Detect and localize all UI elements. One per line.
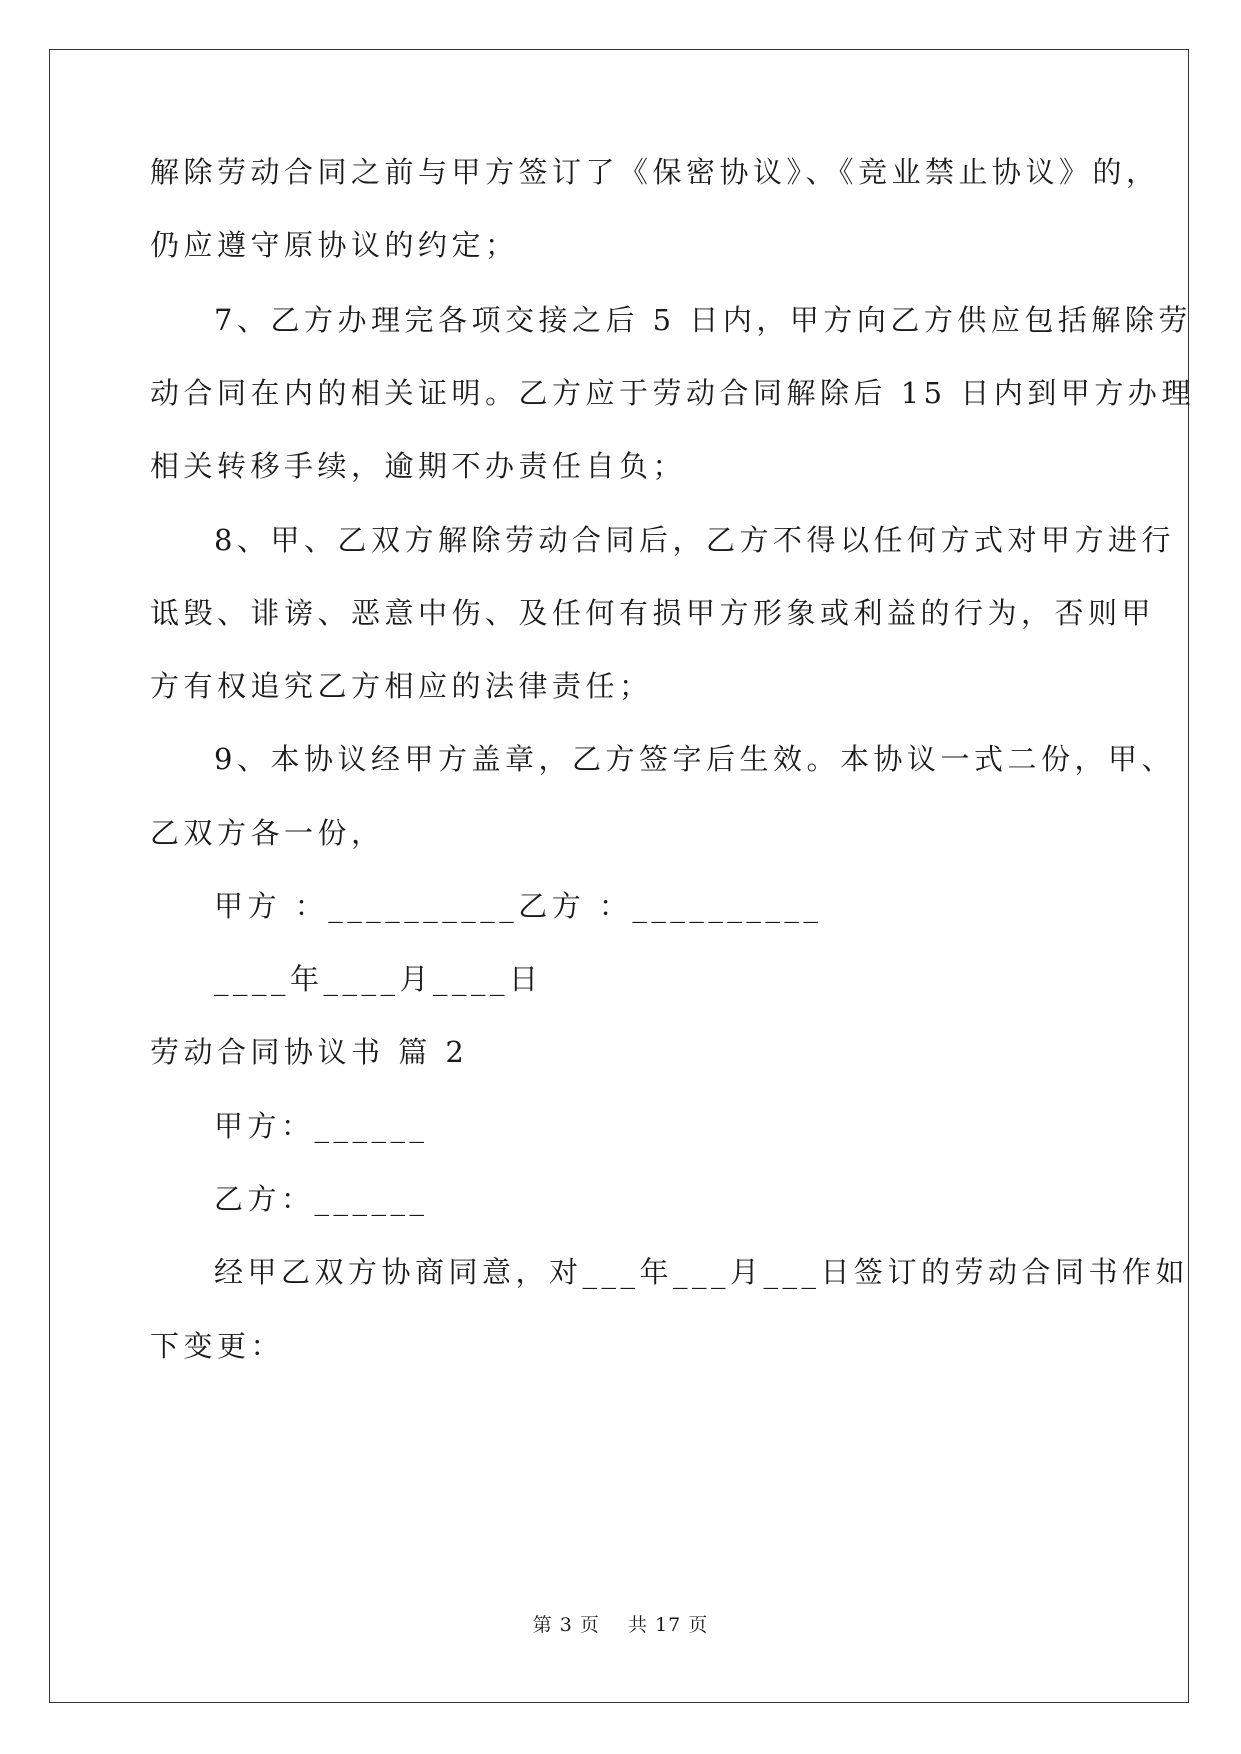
page-number: 第 3 页 共 17 页 [532, 1614, 709, 1636]
agreement-line-2: 下变更： [150, 1329, 285, 1363]
body-line-1: 解除劳动合同之前与甲方签订了《保密协议》、《竞业禁止协议》的， [150, 155, 1160, 189]
clause-7-line-2: 动合同在内的相关证明。乙方应于劳动合同解除后 15 日内到甲方办理 [150, 376, 1195, 410]
body-line-2: 仍应遵守原协议的约定； [150, 228, 519, 262]
clause-8-line-3: 方有权追究乙方相应的法律责任； [150, 669, 653, 703]
clause-7-line-1: 7、乙方办理完各项交接之后 5 日内，甲方向乙方供应包括解除劳 [214, 303, 1192, 337]
agreement-line-1: 经甲乙双方协商同意，对___年___月___日签订的劳动合同书作如 [214, 1255, 1190, 1289]
date-line: ____年____月____日 [214, 962, 543, 996]
clause-8-line-2: 诋毁、诽谤、恶意中伤、及任何有损甲方形象或利益的行为，否则甲 [150, 596, 1156, 630]
clause-8-line-1: 8、甲、乙双方解除劳动合同后，乙方不得以任何方式对甲方进行 [214, 523, 1175, 557]
signature-line: 甲方 ：__________乙方 ：__________ [214, 889, 823, 923]
party-a-line: 甲方：______ [214, 1109, 429, 1143]
clause-9-line-2: 乙双方各一份， [150, 816, 385, 850]
page-border [49, 49, 1189, 1703]
clause-9-line-1: 9、本协议经甲方盖章，乙方签字后生效。本协议一式二份，甲、 [214, 742, 1175, 776]
party-b-line: 乙方：______ [214, 1182, 429, 1216]
clause-7-line-3: 相关转移手续，逾期不办责任自负； [150, 449, 687, 483]
section-heading: 劳动合同协议书 篇 2 [150, 1035, 469, 1069]
